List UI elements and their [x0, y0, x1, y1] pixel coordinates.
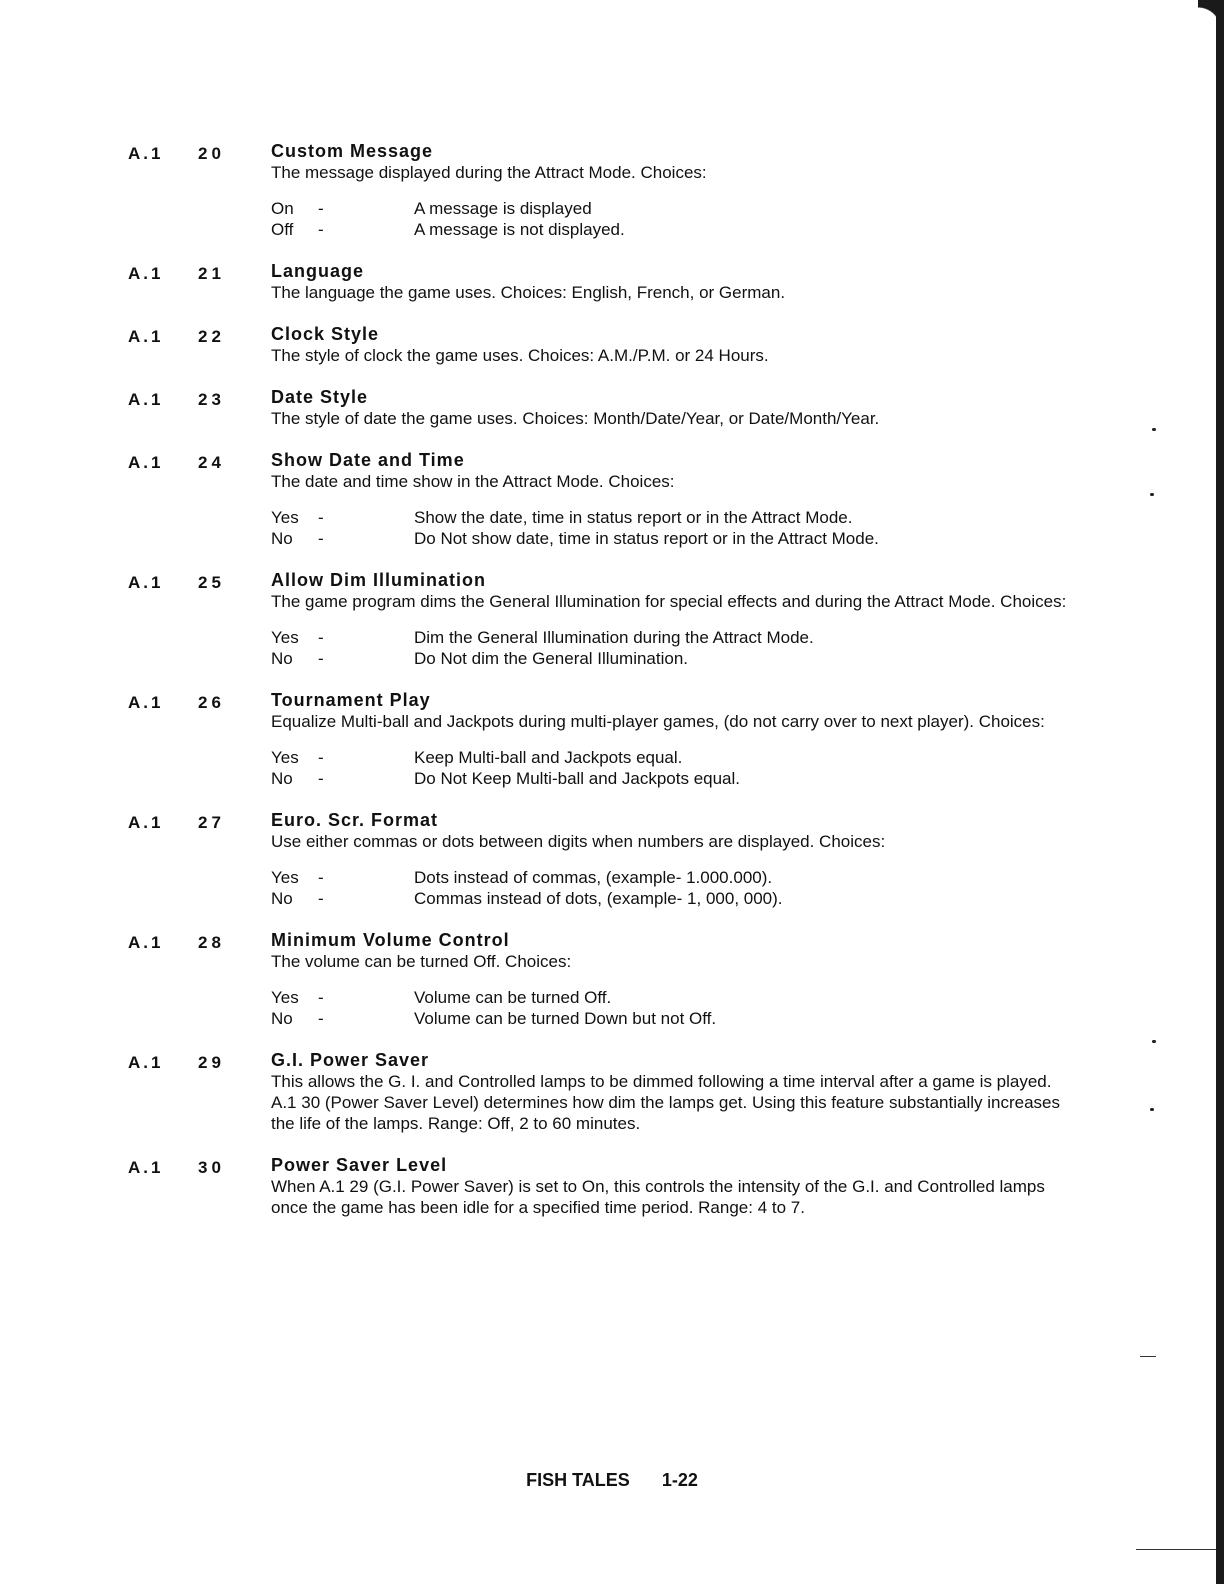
choice-text: Do Not dim the General Illumination. — [414, 649, 689, 668]
entry-body — [271, 386, 1071, 429]
choice-dash: - — [318, 649, 324, 668]
page-number: 1-22 — [661, 1470, 698, 1490]
setting-entry — [0, 809, 1224, 909]
setting-title: Power Saver Level — [271, 1155, 448, 1175]
choice-row — [271, 219, 1071, 240]
choice-row — [271, 1008, 1071, 1029]
choice-dash: - — [318, 220, 324, 239]
choice-text: Volume can be turned Off. — [414, 988, 612, 1007]
section-label: A.1 — [128, 693, 164, 712]
entry-body — [271, 140, 1071, 240]
entry-body — [271, 689, 1071, 789]
setting-description: The date and time show in the Attract Mode. Choices: — [271, 472, 675, 491]
setting-description: The language the game uses. Choices: English, French, or German. — [271, 283, 786, 302]
entry-body — [271, 1049, 1071, 1134]
choice-dash: - — [318, 508, 324, 527]
setting-entry — [0, 260, 1224, 303]
choices-list — [271, 507, 1071, 549]
setting-description: Equalize Multi-ball and Jackpots during multi-player games, (do not carry over to next player). Choices: — [271, 712, 1045, 731]
adjustment-number: 29 — [198, 1053, 225, 1072]
choice-text: Do Not show date, time in status report or in the Attract Mode. — [414, 529, 879, 548]
setting-title: Tournament Play — [271, 690, 431, 710]
choice-dash: - — [318, 889, 324, 908]
setting-title: Date Style — [271, 387, 369, 407]
section-label: A.1 — [128, 327, 164, 346]
choice-option: No — [271, 889, 293, 908]
setting-entry — [0, 323, 1224, 366]
choice-dash: - — [318, 628, 324, 647]
choice-row — [271, 768, 1071, 789]
choice-text: Volume can be turned Down but not Off. — [414, 1009, 717, 1028]
setting-entry — [0, 140, 1224, 240]
setting-entry — [0, 689, 1224, 789]
setting-description: When A.1 29 (G.I. Power Saver) is set to On, this controls the intensity of the G.I. and Controlled lamps once the game has been idle for a specified time period. Range: 4 to 7. — [271, 1177, 1045, 1217]
entry-body — [271, 809, 1071, 909]
setting-description: The style of date the game uses. Choices: Month/Date/Year, or Date/Month/Year. — [271, 409, 880, 428]
choices-list — [271, 987, 1071, 1029]
adjustment-number: 27 — [198, 813, 225, 832]
adjustment-number: 30 — [198, 1158, 225, 1177]
setting-entry — [0, 449, 1224, 549]
choice-row — [271, 987, 1071, 1008]
choice-row — [271, 888, 1071, 909]
adjustment-number: 23 — [198, 390, 225, 409]
entry-body — [271, 1154, 1071, 1218]
setting-title: Clock Style — [271, 324, 380, 344]
choice-option: Yes — [271, 868, 299, 887]
choices-list — [271, 867, 1071, 909]
scan-line — [1136, 1549, 1216, 1550]
choice-option: Yes — [271, 748, 299, 767]
choice-text: Do Not Keep Multi-ball and Jackpots equal. — [414, 769, 741, 788]
section-label: A.1 — [128, 264, 164, 283]
setting-title: Language — [271, 261, 365, 281]
choice-text: Commas instead of dots, (example- 1, 000, 000). — [414, 889, 783, 908]
setting-description: The volume can be turned Off. Choices: — [271, 952, 572, 971]
setting-title: Euro. Scr. Format — [271, 810, 439, 830]
setting-title: Allow Dim Illumination — [271, 570, 486, 590]
choice-option: No — [271, 649, 293, 668]
adjustment-number: 24 — [198, 453, 225, 472]
page-footer — [0, 1470, 1224, 1491]
choice-text: Keep Multi-ball and Jackpots equal. — [414, 748, 683, 767]
setting-description: This allows the G. I. and Controlled lamps to be dimmed following a time interval after a game is played. A.1 30 (Power Saver Level) determines how dim the lamps get. Using this feature substantially increases the life of the lamps. Range: Off, 2 to 60 minutes. — [271, 1072, 1060, 1133]
choice-text: A message is not displayed. — [414, 220, 625, 239]
section-label: A.1 — [128, 144, 164, 163]
choice-option: Off — [271, 220, 294, 239]
entry-body — [271, 569, 1071, 669]
adjustment-number: 22 — [198, 327, 225, 346]
section-label: A.1 — [128, 453, 164, 472]
choice-option: On — [271, 199, 294, 218]
choice-row — [271, 747, 1071, 768]
setting-title: Custom Message — [271, 141, 434, 161]
choice-dash: - — [318, 1009, 324, 1028]
adjustment-number: 25 — [198, 573, 225, 592]
entry-body — [271, 260, 1071, 303]
section-label: A.1 — [128, 390, 164, 409]
setting-title: G.I. Power Saver — [271, 1050, 430, 1070]
choice-text: Dots instead of commas, (example- 1.000.000). — [414, 868, 773, 887]
setting-title: Show Date and Time — [271, 450, 465, 470]
choice-row — [271, 528, 1071, 549]
choice-option: No — [271, 1009, 293, 1028]
setting-description: The style of clock the game uses. Choices: A.M./P.M. or 24 Hours. — [271, 346, 769, 365]
section-label: A.1 — [128, 1158, 164, 1177]
adjustment-number: 21 — [198, 264, 225, 283]
choice-dash: - — [318, 988, 324, 1007]
setting-title: Minimum Volume Control — [271, 930, 510, 950]
choice-dash: - — [318, 199, 324, 218]
choice-text: Show the date, time in status report or in the Attract Mode. — [414, 508, 853, 527]
section-label: A.1 — [128, 813, 164, 832]
choices-list — [271, 627, 1071, 669]
adjustment-number: 26 — [198, 693, 225, 712]
choice-option: No — [271, 529, 293, 548]
choice-row — [271, 627, 1071, 648]
setting-description: The message displayed during the Attract Mode. Choices: — [271, 163, 707, 182]
section-label: A.1 — [128, 933, 164, 952]
setting-description: The game program dims the General Illumination for special effects and during the Attract Mode. Choices: — [271, 592, 1067, 611]
choice-dash: - — [318, 529, 324, 548]
choices-list — [271, 198, 1071, 240]
section-label: A.1 — [128, 573, 164, 592]
choice-dash: - — [318, 868, 324, 887]
scan-edge-corner — [1198, 0, 1224, 30]
setting-description: Use either commas or dots between digits when numbers are displayed. Choices: — [271, 832, 886, 851]
entry-body — [271, 449, 1071, 549]
choice-dash: - — [318, 748, 324, 767]
choice-row — [271, 507, 1071, 528]
entry-body — [271, 323, 1071, 366]
adjustment-number: 20 — [198, 144, 225, 163]
choice-text: Dim the General Illumination during the Attract Mode. — [414, 628, 814, 647]
choice-text: A message is displayed — [414, 199, 592, 218]
setting-entry — [0, 1154, 1224, 1218]
choice-row — [271, 198, 1071, 219]
settings-list — [0, 140, 1224, 1238]
choice-option: Yes — [271, 508, 299, 527]
setting-entry — [0, 569, 1224, 669]
choice-row — [271, 867, 1071, 888]
setting-entry — [0, 1049, 1224, 1134]
choice-option: Yes — [271, 628, 299, 647]
section-label: A.1 — [128, 1053, 164, 1072]
footer-title: FISH TALES — [526, 1470, 630, 1490]
setting-entry — [0, 386, 1224, 429]
setting-entry — [0, 929, 1224, 1029]
choice-option: No — [271, 769, 293, 788]
adjustment-number: 28 — [198, 933, 225, 952]
entry-body — [271, 929, 1071, 1029]
choices-list — [271, 747, 1071, 789]
choice-option: Yes — [271, 988, 299, 1007]
choice-dash: - — [318, 769, 324, 788]
scan-dash — [1140, 1356, 1156, 1357]
choice-row — [271, 648, 1071, 669]
